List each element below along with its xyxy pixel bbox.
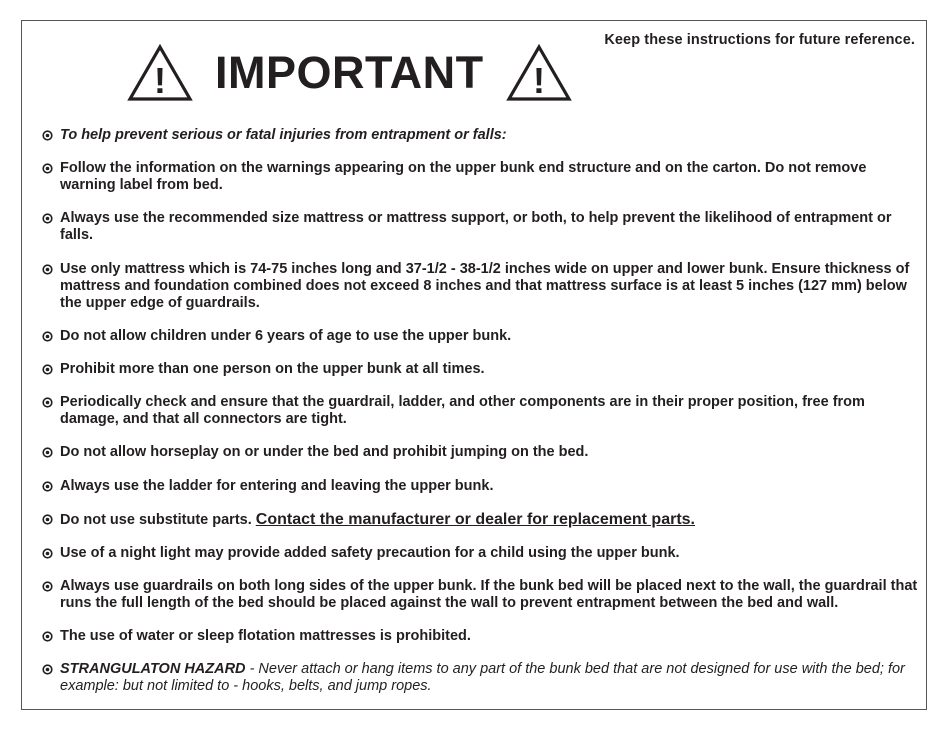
bullet-icon — [42, 213, 53, 224]
warning-triangle-icon — [127, 44, 193, 102]
bullet-icon — [42, 163, 53, 174]
bullet-icon — [42, 397, 53, 408]
list-item — [40, 511, 920, 529]
list-item — [40, 578, 920, 612]
list-item — [40, 328, 920, 345]
bullet-icon — [42, 130, 53, 141]
svg-text:!: ! — [154, 60, 166, 101]
bullet-icon — [42, 581, 53, 592]
list-item-text: Use of a night light may provide added safety precaution for a child using the upper bunk. — [60, 544, 680, 561]
list-item-text: Always use the recommended size mattress or mattress support, or both, to help prevent the likelihood of entrapment or falls. — [60, 210, 892, 244]
warning-list — [40, 127, 920, 712]
bullet-icon — [42, 514, 53, 525]
bullet-icon — [42, 364, 53, 375]
list-item-text: Follow the information on the warnings appearing on the upper bunk end structure and on the carton. Do not remove warning label from bed. — [60, 160, 867, 194]
list-item — [40, 361, 920, 378]
list-item-text: Prohibit more than one person on the upper bunk at all times. — [60, 360, 485, 377]
bullet-icon — [42, 331, 53, 342]
list-item — [40, 545, 920, 562]
svg-text:!: ! — [532, 60, 545, 101]
bullet-icon — [42, 631, 53, 642]
list-item-text: To help prevent serious or fatal injuries from entrapment or falls: — [60, 127, 507, 143]
important-heading — [127, 44, 572, 102]
replacement-parts-link: Contact the manufacturer or dealer for replacement parts. — [255, 510, 695, 528]
list-item-text: Always use the ladder for entering and leaving the upper bunk. — [60, 477, 494, 494]
bullet-icon — [42, 664, 53, 675]
list-item-text: The use of water or sleep flotation mattresses is prohibited. — [60, 628, 471, 645]
list-item-text: Do not use substitute parts. — [60, 511, 256, 528]
list-item — [40, 261, 920, 312]
list-item — [40, 628, 920, 645]
list-item-text: Do not allow children under 6 years of age to use the upper bunk. — [60, 327, 512, 344]
list-item — [40, 444, 920, 461]
list-item — [40, 394, 920, 428]
page-title: IMPORTANT — [215, 47, 484, 98]
list-item — [40, 160, 920, 194]
list-item-text: Do not allow horseplay on or under the bed and prohibit jumping on the bed. — [60, 444, 589, 461]
warning-triangle-icon — [506, 44, 572, 102]
hazard-label: STRANGULATON HAZARD — [60, 661, 246, 678]
bullet-icon — [42, 481, 53, 492]
list-item-text: Periodically check and ensure that the guardrail, ladder, and other components are in their proper position, free from damage, and that all connectors are tight. — [60, 394, 865, 428]
list-item — [40, 478, 920, 495]
list-item — [40, 210, 920, 244]
keep-instructions-note: Keep these instructions for future reference. — [604, 32, 915, 48]
list-item — [40, 661, 920, 695]
bullet-icon — [42, 264, 53, 275]
list-item-text: Always use guardrails on both long sides of the upper bunk. If the bunk bed will be placed next to the wall, the guardrail that runs the full length of the bed should be placed against the wall to prevent entrapment between the bed and wall. — [60, 578, 918, 612]
list-item-text: Use only mattress which is 74-75 inches long and 37-1/2 - 38-1/2 inches wide on upper and lower bunk. Ensure thickness of mattress and foundation combined does not exceed 8 inches and that mattress surface is at least 5 inches (127 mm) below the upper edge of guardrails. — [60, 260, 910, 311]
bullet-icon — [42, 548, 53, 559]
list-item — [40, 127, 920, 144]
list-item-text: - Never attach or hang items to any part of the bunk bed that are not designed for use with the bed; for example: but not limited to - hooks, belts, and jump ropes. — [60, 661, 905, 695]
bullet-icon — [42, 447, 53, 458]
